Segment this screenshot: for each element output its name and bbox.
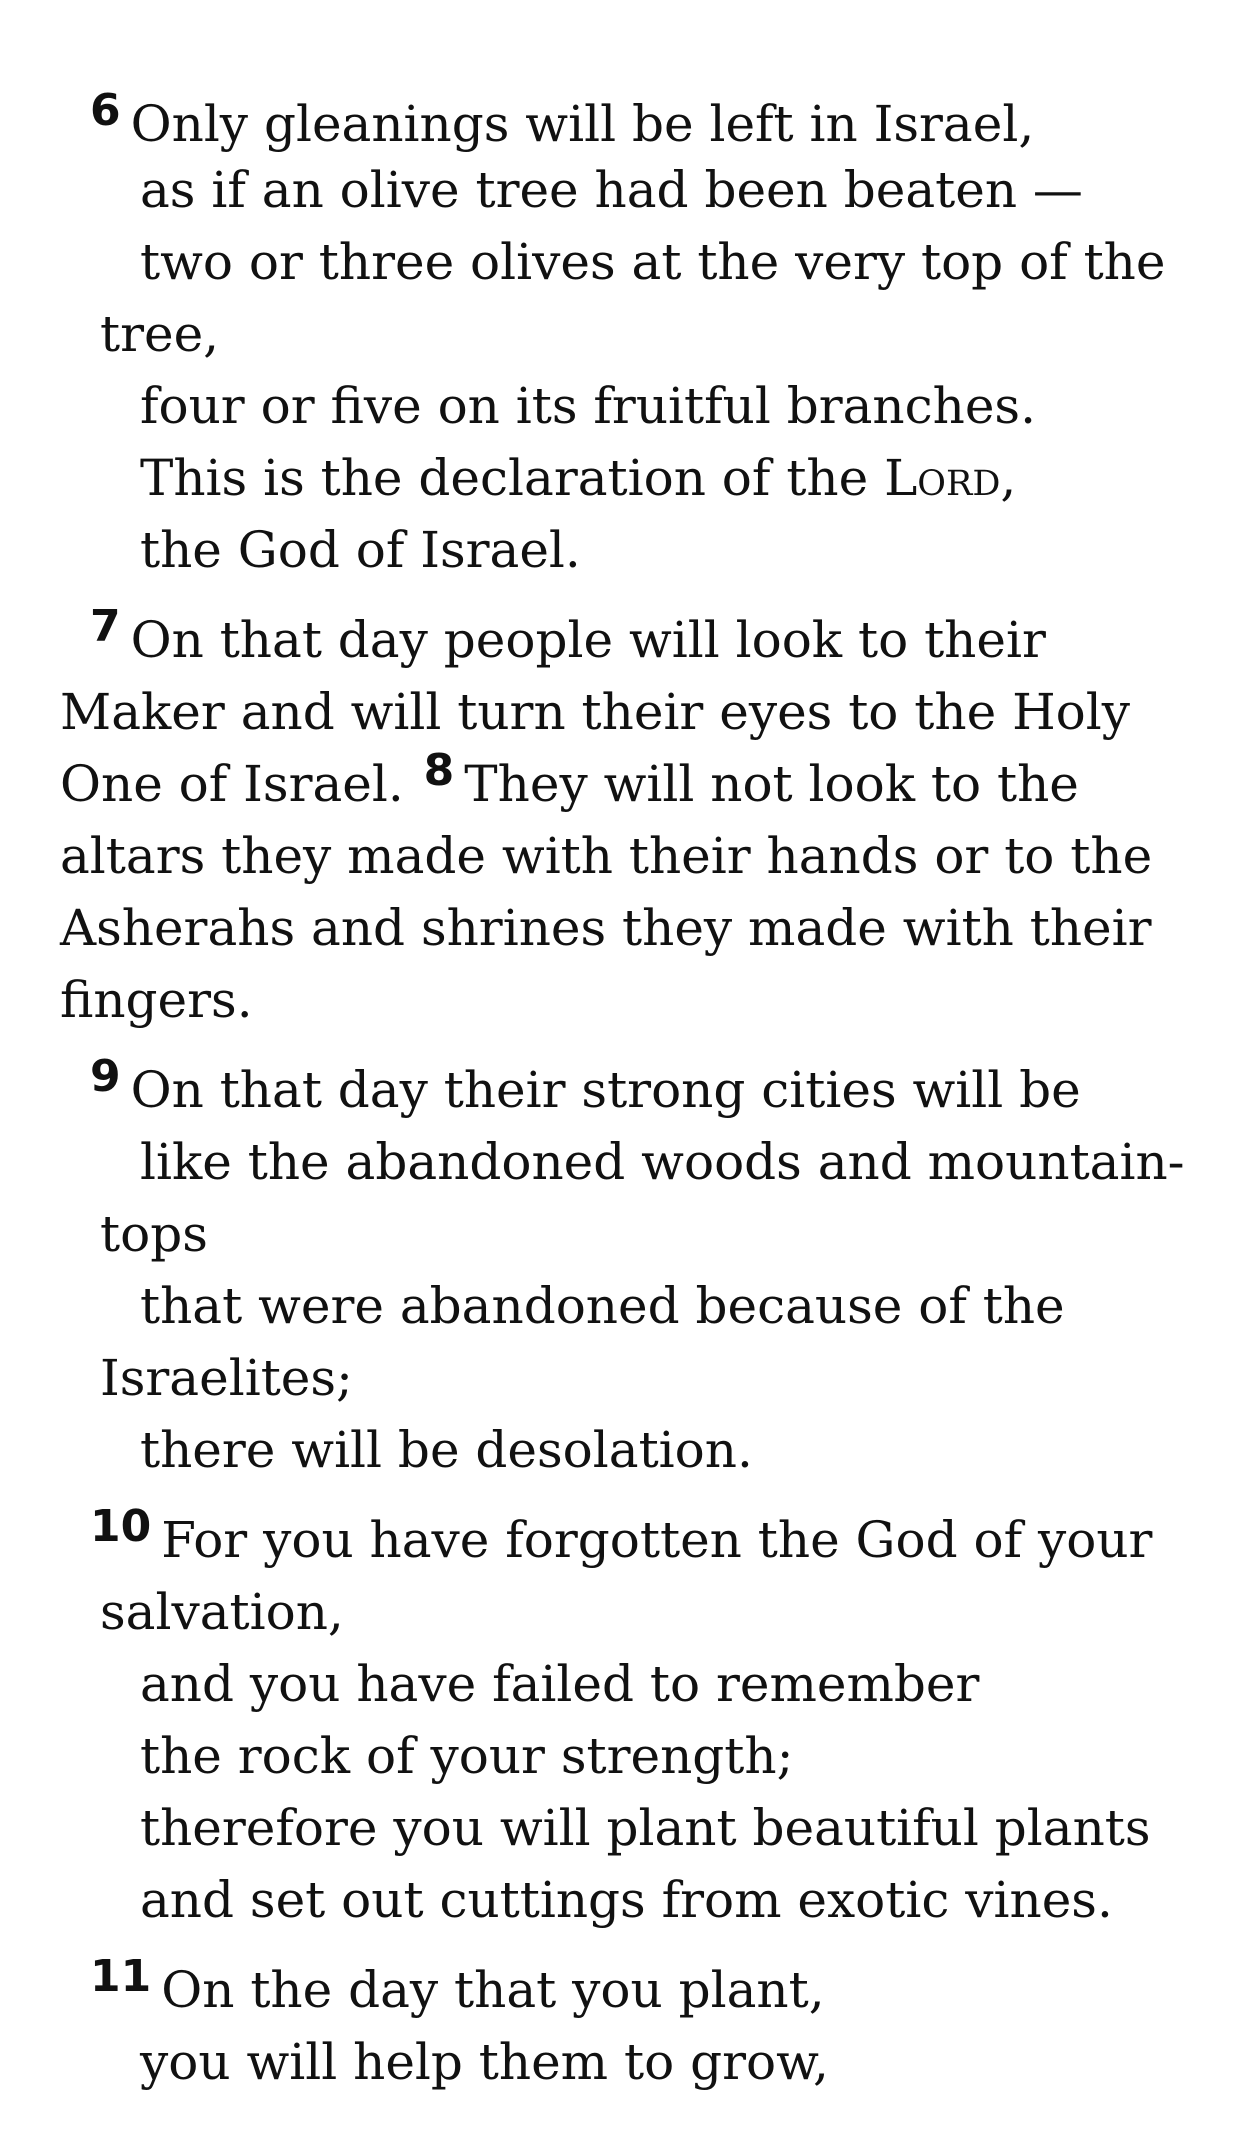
verse-9-line-3: tops <box>100 1205 208 1263</box>
verse-text: One of Israel. <box>60 755 420 813</box>
verse-6-line-3: two or three olives at the very top of the <box>140 233 1166 291</box>
verse-8-line-3: Asherahs and shrines they made with their <box>60 899 1152 957</box>
verse-7-line-2: Maker and will turn their eyes to the Holy <box>60 683 1131 741</box>
verse-10-line-1 <box>90 1501 1153 1576</box>
verse-11-line-1 <box>90 1951 825 2026</box>
verse-number-6[interactable]: 6 <box>90 85 121 136</box>
verse-text: , <box>1000 449 1017 507</box>
verse-text: Only gleanings will be left in Israel, <box>130 95 1035 153</box>
verse-text: They will not look to the <box>464 755 1079 813</box>
verse-6-line-2: as if an olive tree had been beaten — <box>140 161 1083 219</box>
divine-name-lord: Lord <box>884 449 1001 507</box>
verse-6-line-6 <box>140 442 1016 514</box>
verse-number-9[interactable]: 9 <box>90 1051 121 1102</box>
verse-6-line-1 <box>90 85 1035 160</box>
verse-6-line-7: the God of Israel. <box>140 521 581 579</box>
verse-9-line-6: there will be desolation. <box>140 1421 753 1479</box>
verse-text: On the day that you plant, <box>161 1961 825 2019</box>
verse-10-line-3: and you have failed to remember <box>140 1655 980 1713</box>
verse-number-8[interactable]: 8 <box>423 745 455 796</box>
verse-7-line-3 <box>60 745 1079 820</box>
verse-9-line-5: Israelites; <box>100 1349 353 1407</box>
verse-8-line-4: fingers. <box>60 971 253 1029</box>
verse-8-line-2: altars they made with their hands or to the <box>60 827 1153 885</box>
verse-text: On that day their strong cities will be <box>130 1061 1081 1119</box>
verse-number-11[interactable]: 11 <box>90 1951 152 2002</box>
verse-text: For you have forgotten the God of your <box>161 1511 1153 1569</box>
verse-6-line-5: four or five on its fruitful branches. <box>140 377 1036 435</box>
verse-text: This is the declaration of the <box>140 449 885 507</box>
verse-10-line-2: salvation, <box>100 1583 344 1641</box>
verse-10-line-5: therefore you will plant beautiful plants <box>140 1799 1151 1857</box>
verse-6-line-4: tree, <box>100 305 220 363</box>
verse-9-line-4: that were abandoned because of the <box>140 1277 1065 1335</box>
verse-10-line-6: and set out cuttings from exotic vines. <box>140 1871 1113 1929</box>
verse-7-line-1 <box>90 601 1046 676</box>
verse-text: On that day people will look to their <box>130 611 1046 669</box>
verse-10-line-4: the rock of your strength; <box>140 1727 794 1785</box>
verse-9-line-1 <box>90 1051 1081 1126</box>
verse-11-line-2: you will help them to grow, <box>140 2033 829 2091</box>
verse-number-7[interactable]: 7 <box>90 601 121 652</box>
verse-9-line-2: like the abandoned woods and mountain- <box>140 1133 1185 1191</box>
verse-number-10[interactable]: 10 <box>90 1501 152 1552</box>
